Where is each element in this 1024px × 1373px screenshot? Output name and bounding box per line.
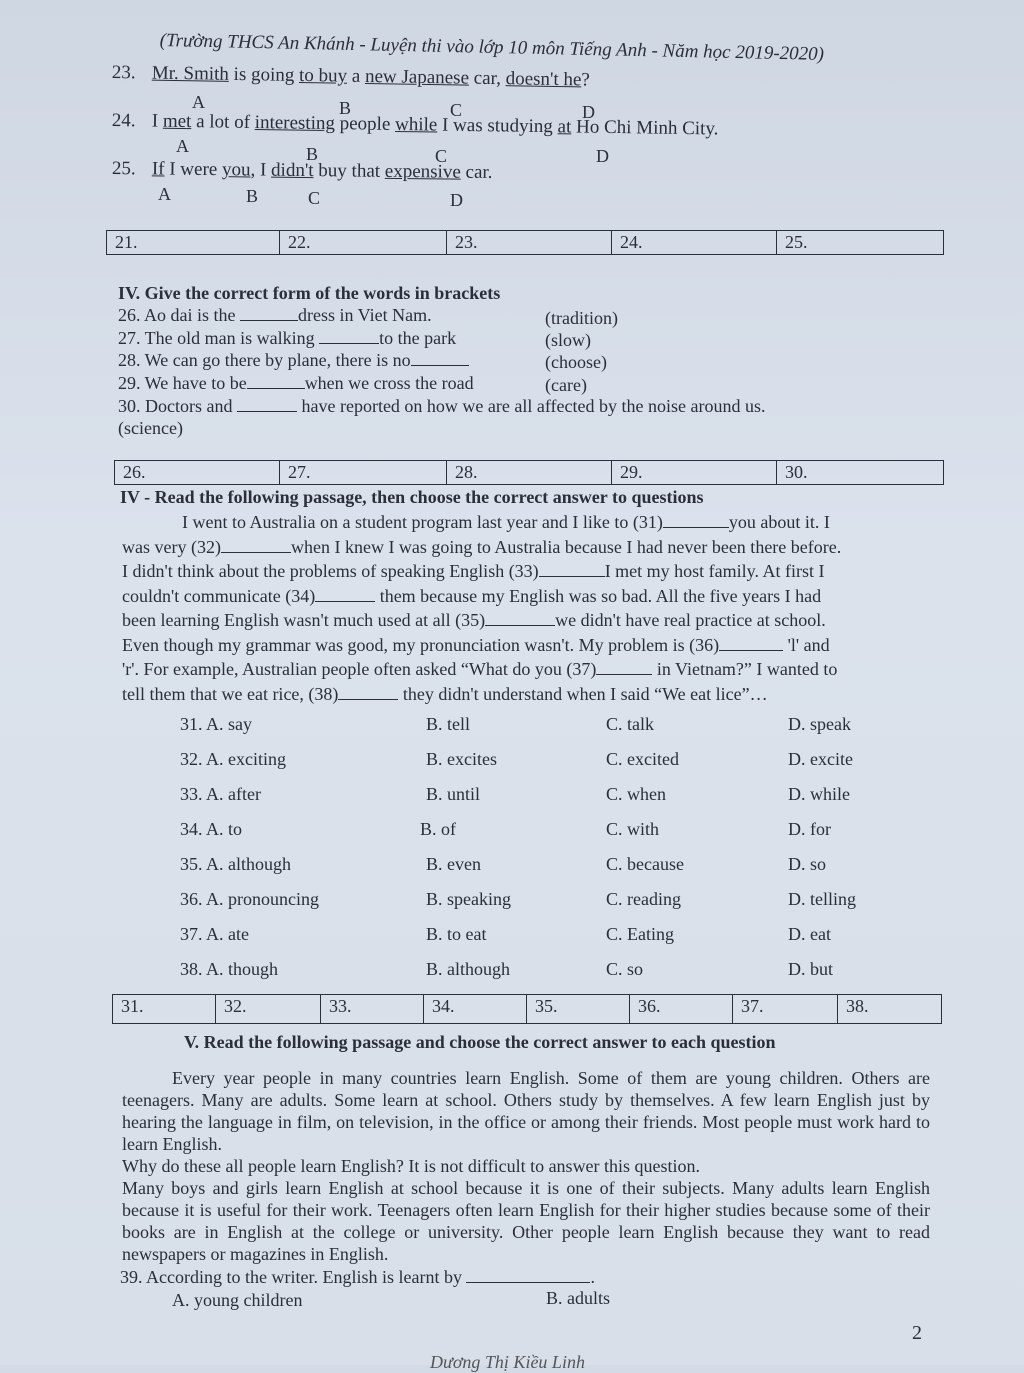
option-b[interactable]: B. even <box>426 854 481 874</box>
reading-passage-2 <box>122 1067 930 1265</box>
option-b[interactable]: B. adults <box>546 1288 611 1308</box>
answer-blank[interactable] <box>319 329 379 344</box>
option-c[interactable]: C. so <box>606 959 644 979</box>
answer-cell[interactable]: 27. <box>280 461 447 485</box>
option-c[interactable]: C. with <box>606 819 660 839</box>
question-26: 26. Ao dai is the dress in Viet Nam. <box>118 305 432 325</box>
question-30: 30. Doctors and have reported on how we are all affected by the noise around us. <box>118 396 766 416</box>
option-c[interactable]: C. when <box>606 784 666 804</box>
option-a[interactable]: 36. A. pronouncing <box>180 889 319 909</box>
option-b[interactable]: B. to eat <box>426 924 487 944</box>
answer-blank[interactable] <box>466 1268 590 1283</box>
option-c[interactable]: C. talk <box>606 714 654 734</box>
answer-cell[interactable]: 24. <box>612 231 777 255</box>
answer-box-21-25 <box>106 230 944 255</box>
passage-line: I went to Australia on a student program last year and I like to (31) you about it. I <box>182 512 830 532</box>
option-c[interactable]: C. reading <box>606 889 681 909</box>
passage-line: 'r'. For example, Australian people often asked “What do you (37) in Vietnam?” I wanted to <box>122 659 838 679</box>
answer-cell[interactable]: 30. <box>777 461 944 485</box>
option-a[interactable]: 37. A. ate <box>180 924 249 944</box>
hint-26: (tradition) <box>545 308 618 328</box>
option-b[interactable]: B. of <box>420 819 456 839</box>
option-c[interactable]: C. because <box>606 854 684 874</box>
answer-blank[interactable] <box>596 660 652 675</box>
section-v-title: V. Read the following passage and choose the correct answer to each question <box>184 1032 776 1052</box>
answer-cell[interactable]: 25. <box>777 231 944 255</box>
footer-author: Dương Thị Kiều Linh <box>430 1352 585 1372</box>
option-b[interactable]: B. excites <box>426 749 497 769</box>
answer-blank[interactable] <box>315 587 375 602</box>
passage-paragraph: Why do these all people learn English? It is not difficult to answer this question. <box>122 1156 701 1176</box>
answer-cell[interactable]: 35. <box>527 995 630 1024</box>
page-number: 2 <box>912 1322 922 1344</box>
answer-cell[interactable]: 37. <box>733 995 838 1024</box>
section-iv-reading-title: IV - Read the following passage, then choose the correct answer to questions <box>120 487 704 507</box>
question-24: 24. I met a lot of interesting people while I was studying at Ho Chi Minh City. <box>111 110 719 140</box>
answer-cell[interactable]: 26. <box>115 461 280 485</box>
answer-blank[interactable] <box>411 351 469 366</box>
option-a[interactable]: 33. A. after <box>180 784 261 804</box>
option-b[interactable]: B. speaking <box>426 889 511 909</box>
option-a[interactable]: 34. A. to <box>180 819 243 839</box>
option-d[interactable]: D. speak <box>788 714 851 734</box>
answer-box-26-30 <box>114 460 944 485</box>
passage-paragraph: Many boys and girls learn English at school because it is one of their subjects. Many adults learn English because it is useful for their work. Teenagers often learn English for their higher studies because some of their books are in English at the college or university. Other people learn English because they want to read newspapers or magazines in English. <box>122 1178 930 1264</box>
option-c[interactable]: C. excited <box>606 749 679 769</box>
passage-line: I didn't think about the problems of speaking English (33) I met my host family. At first I <box>122 561 825 581</box>
answer-cell[interactable]: 34. <box>424 995 527 1024</box>
answer-blank[interactable] <box>237 397 297 412</box>
option-a[interactable]: A. young children <box>172 1290 303 1310</box>
hint-27: (slow) <box>545 330 591 350</box>
answer-cell[interactable]: 22. <box>280 231 447 255</box>
answer-cell[interactable]: 21. <box>107 231 280 255</box>
answer-cell[interactable]: 32. <box>216 995 321 1024</box>
hint-29: (care) <box>545 375 587 395</box>
answer-blank[interactable] <box>663 513 729 528</box>
question-39: 39. According to the writer. English is learnt by . <box>120 1267 595 1287</box>
answer-cell[interactable]: 23. <box>447 231 612 255</box>
passage-line: tell them that we eat rice, (38) they didn't understand when I said “We eat lice”… <box>122 683 768 704</box>
option-c[interactable]: C. Eating <box>606 924 674 944</box>
reading-passage-1 <box>122 510 934 706</box>
answer-cell[interactable]: 31. <box>113 995 216 1024</box>
option-d[interactable]: D. for <box>788 819 831 839</box>
option-d[interactable]: D. eat <box>788 924 831 944</box>
passage-line: was very (32) when I knew I was going to Australia because I had never been there before. <box>122 536 842 557</box>
option-b[interactable]: B. tell <box>426 714 470 734</box>
option-d[interactable]: D. excite <box>788 749 853 769</box>
option-a[interactable]: 31. A. say <box>180 714 252 734</box>
answer-blank[interactable] <box>240 306 298 321</box>
option-b[interactable]: B. although <box>426 959 510 979</box>
worksheet-page: (Trường THCS An Khánh - Luyện thi vào lớp 10 môn Tiếng Anh - Năm học 2019-2020) 23. Mr. Smith is going to buy a new Japanese car, doesn't he? A B C D 24. I met a lot of interesting people while I was studying at Ho Chi Minh City. A B C D 25. If I were you, I didn't buy that expensive car. A B C D 21. 22. 23. 24. 25. IV. Give the correct form of the words in brackets 26. Ao dai is the dress in Viet Nam. (tradition) 27. The old man is walking to the park (slow) 28. We can go there by plane, there is no (choose) 29. We have to be when we cross the road (care) 30. Doctors and have reported on how we are all affected by the noise around us. (science) 26. 27. 28. 29. 30. IV - Read the following passage, then choose the correct answer to questions I went to Australia on a student program last year and I like to (31) you about it. I was very (32) when I knew I was going to Australia because I had never been there before. I didn't think about the problems of speaking English (33) I met my host family. At first I couldn't communicate (34) them because my English was so bad. All the five years I had been learning English wasn't much used at all (35) we didn't have real practice at school. Even though my grammar was good, my pronunciation wasn't. My problem is (36) 'l' and 'r'. For example, Australian people often asked “What do you (37) in Vietnam?” I wanted to tell them that we eat rice, (38) they didn't understand when I said “We eat lice”… 31. A. say B. tell C. talk D. speak 32. A. exciting B. excites C. excited D. excite 33. A. after B. until C. when D. while 34. A. to B. of C. with D. for 35. A. although B. even C. because D. so 36. A. pronouncing B. speaking C. reading D. telling 37. A. ate B. to eat C. Eating D. eat 38. A. though B. although C. so D. but 31. 32. 33. 34. 35. 36. 37. 38. V. Read the following passage and choose the correct answer to each question Every year people in many countries learn English. Some of them are young children. Others are teenagers. Many are adults. Some learn at school. Others study by themselves. A few learn English just by hearing the language in film, on television, in the office or among their friends. Most people must work hard to learn English. Why do these all people learn English? It is not difficult to answer this question. Many boys and girls learn English at school because it is one of their subjects. Many adults learn English because it is useful for their work. Teenagers often learn English for their higher studies because some of their books are in English at the college or university. Other people learn English because they want to read newspapers or magazines in English. 39. According to the writer. English is learnt by . A. young children B. adults 2 Dương Thị Kiều Linh <box>0 0 1024 1365</box>
question-27: 27. The old man is walking to the park <box>118 328 457 348</box>
answer-blank[interactable] <box>485 611 555 626</box>
option-a[interactable]: 32. A. exciting <box>180 749 286 769</box>
passage-line: couldn't communicate (34) them because my English was so bad. All the five years I had <box>122 585 822 606</box>
question-23: 23. Mr. Smith is going to buy a new Japanese car, doesn't he? <box>111 62 590 91</box>
question-29: 29. We have to be when we cross the road <box>118 373 474 393</box>
answer-blank[interactable] <box>539 562 605 577</box>
answer-cell[interactable]: 28. <box>447 461 612 485</box>
passage-paragraph: Every year people in many countries learn English. Some of them are young children. Others are teenagers. Many are adults. Some learn at school. Others study by themselves. A few learn English just by hearing the language in film, on television, in the office or among their friends. Most people must work hard to learn English. <box>122 1068 930 1154</box>
option-a[interactable]: 35. A. although <box>180 854 291 874</box>
option-d[interactable]: D. so <box>788 854 827 874</box>
option-d[interactable]: D. while <box>788 784 850 804</box>
answer-cell[interactable]: 29. <box>612 461 777 485</box>
answer-blank[interactable] <box>338 685 398 700</box>
answer-box-31-38 <box>112 994 942 1024</box>
option-d[interactable]: D. but <box>788 959 833 979</box>
answer-cell[interactable]: 33. <box>321 995 424 1024</box>
answer-blank[interactable] <box>221 538 291 553</box>
section-iv-title: IV. Give the correct form of the words in brackets <box>118 283 501 303</box>
passage-line: Even though my grammar was good, my pronunciation wasn't. My problem is (36) 'l' and <box>122 634 830 655</box>
option-b[interactable]: B. until <box>426 784 481 804</box>
option-a[interactable]: 38. A. though <box>180 959 279 979</box>
answer-blank[interactable] <box>247 374 305 389</box>
hint-30: (science) <box>118 418 183 438</box>
question-25: 25. If I were you, I didn't buy that expensive car. <box>111 158 493 183</box>
option-d[interactable]: D. telling <box>788 889 856 909</box>
answer-blank[interactable] <box>719 636 783 651</box>
answer-cell[interactable]: 36. <box>630 995 733 1024</box>
page-header: (Trường THCS An Khánh - Luyện thi vào lớp 10 môn Tiếng Anh - Năm học 2019-2020) <box>159 30 825 65</box>
hint-28: (choose) <box>545 352 607 372</box>
passage-line: been learning English wasn't much used at all (35) we didn't have real practice at school. <box>122 610 826 630</box>
question-28: 28. We can go there by plane, there is no <box>118 350 469 371</box>
answer-cell[interactable]: 38. <box>838 995 942 1024</box>
